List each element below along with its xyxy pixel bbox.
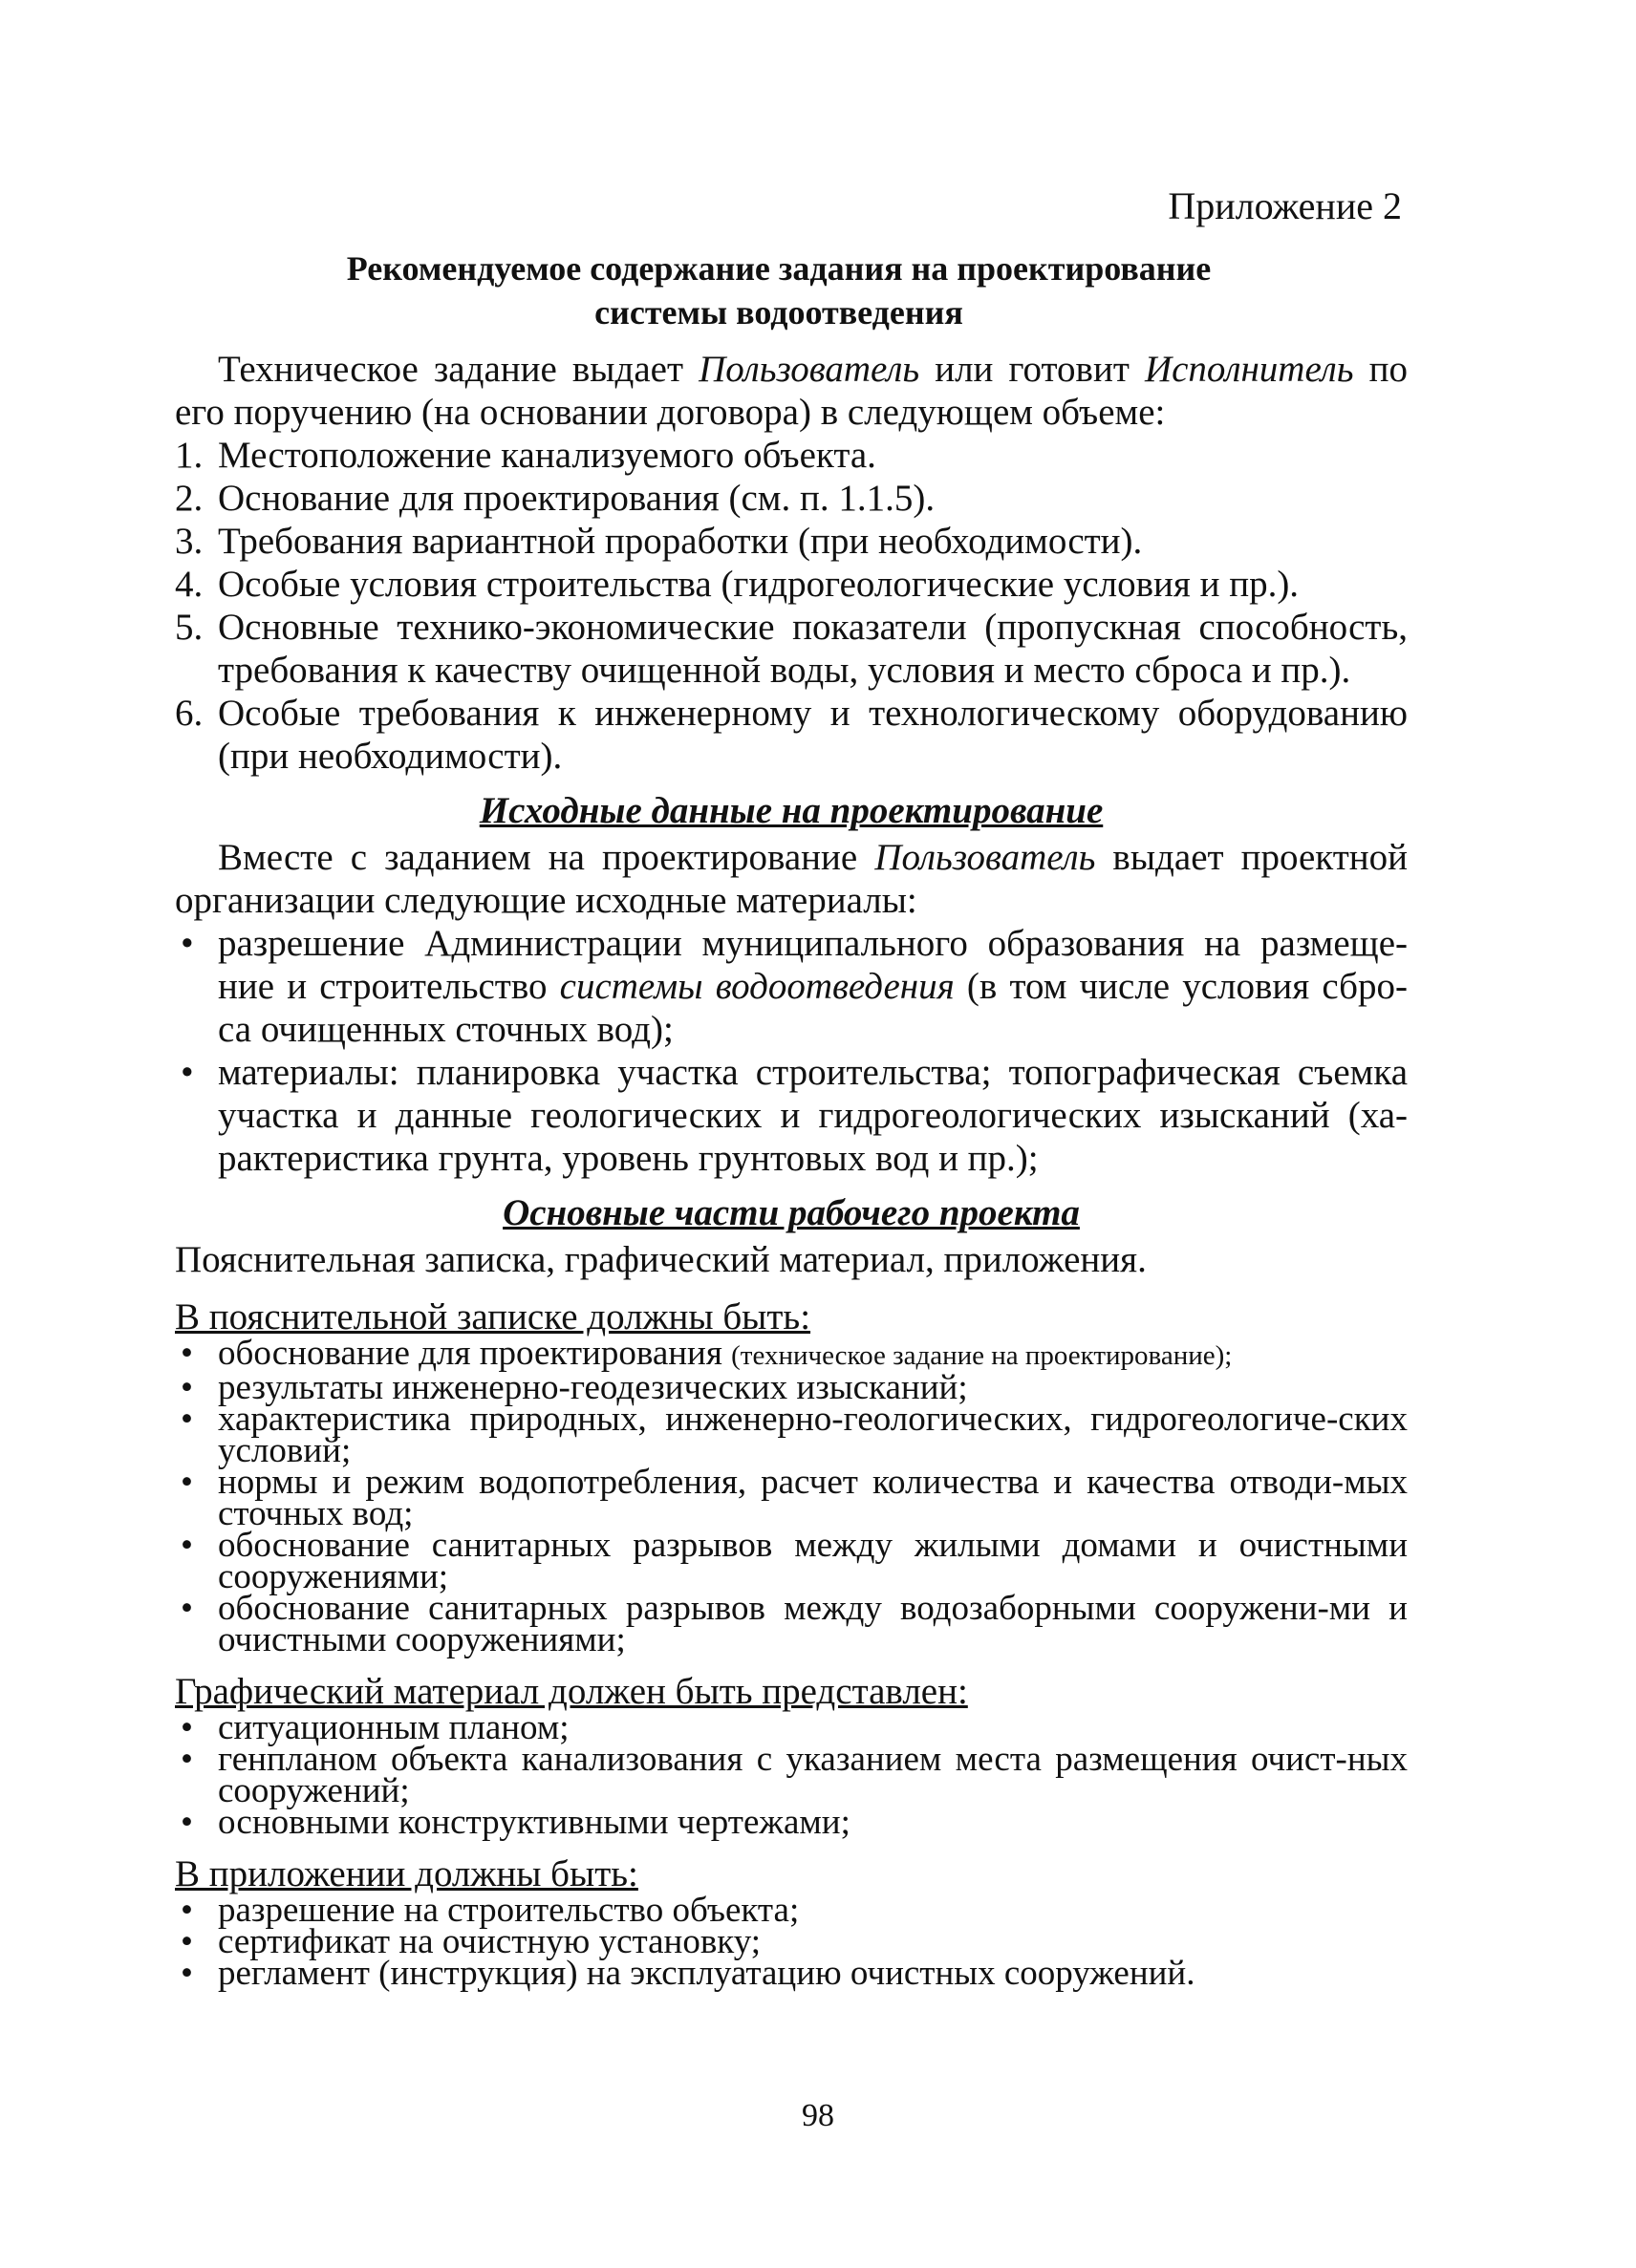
item-text: регламент (инструкция) на эксплуатацию очистных сооружений. [218,1954,1195,1993]
item-number: 5. [175,607,204,648]
list-item [175,1051,1408,1180]
bullet-icon: • [181,1891,193,1930]
explanatory-heading: В пояснительной записке должны быть: [175,1296,811,1337]
list-item [175,922,1408,1051]
bullet-text-b: (в том числе условия сбро-са очищенных сточных вод); [218,966,1408,1050]
main-parts-heading: Основные части рабочего проекта [503,1192,1080,1233]
item-text: Основание для проектирования (см. п. 1.1.5). [218,478,936,519]
bullet-icon: • [181,1922,193,1961]
item-text: Местоположение канализуемого объекта. [218,435,876,476]
requirements-list [175,434,1408,778]
item-number: 6. [175,693,204,734]
item-text: Требования вариантной проработки (при необходимости). [218,521,1143,562]
bullet-icon: • [181,1526,193,1565]
explanatory-list [175,1334,1408,1659]
item-text: Особые требования к инженерному и технологическому оборудованию (при необходимости). [218,693,1408,777]
item-text-small: (техническое задание на проектирование); [731,1340,1233,1371]
list-item [175,1463,1408,1533]
item-number: 1. [175,435,204,476]
item-text: ситуационным планом; [218,1708,570,1747]
title-line-2: системы водоотведения [594,293,963,332]
bullet-icon: • [181,1334,193,1373]
appendix-label: Приложение 2 [1168,184,1402,227]
bullet-icon: • [181,1803,193,1842]
item-text: обоснование для проектирования [218,1334,732,1373]
document-title [229,246,1328,334]
appendix-heading: В приложении должны быть: [175,1853,638,1894]
list-item [175,563,1408,606]
item-number: 4. [175,564,204,605]
page-number: 98 [802,2098,834,2133]
item-text: разрешение на строительство объекта; [218,1891,800,1930]
item-text: характеристика природных, инженерно-геологических, гидрогеологиче-ских условий; [218,1400,1408,1470]
list-item [175,1803,1408,1842]
intro-text-1: Техническое задание выдает [218,349,700,390]
list-item [175,1589,1408,1659]
source-text-2: выдает проектной организации следующие исходные материалы: [175,837,1408,921]
list-item [175,1526,1408,1596]
item-text: нормы и режим водопотребления, расчет количества и качества отводи-мых сточных вод; [218,1463,1408,1533]
bullet-icon: • [181,1400,193,1439]
source-user: Пользователь [874,837,1096,878]
intro-paragraph [175,348,1408,434]
item-number: 3. [175,521,204,562]
item-text: обоснование санитарных разрывов между жилыми домами и очистными сооружениями; [218,1526,1408,1596]
main-parts-intro: Пояснительная записка, графический материал, приложения. [175,1239,1147,1280]
list-item [175,1740,1408,1810]
intro-executor: Исполнитель [1144,349,1354,390]
list-item [175,1334,1408,1373]
bullet-text-italic: системы водоотведения [559,966,955,1007]
item-text: Особые условия строительства (гидрогеологические условия и пр.). [218,564,1300,605]
source-data-heading: Исходные данные на проектирование [479,790,1104,831]
bullet-icon: • [181,1463,193,1502]
intro-text-2: или готовит [919,349,1145,390]
bullet-icon: • [181,1708,193,1747]
list-item [175,434,1408,477]
item-text: генпланом объекта канализования с указанием места размещения очист-ных сооружений; [218,1740,1408,1810]
intro-text-3: по его поручению (на основании договора) в следующем объеме: [175,349,1408,433]
bullet-icon: • [181,1368,193,1407]
list-item [175,606,1408,692]
appendix-list [175,1891,1408,1993]
bullet-icon: • [181,1740,193,1779]
source-text-1: Вместе с заданием на проектирование [218,837,875,878]
list-item [175,1400,1408,1470]
item-number: 2. [175,478,204,519]
bullet-text: материалы: планировка участка строительства; топографическая съемка участка и данные геологических и гидрогеологических изысканий (ха-рактеристика грунта, уровень грунтовых вод и пр.); [218,1052,1408,1179]
bullet-icon: • [181,1052,194,1093]
document-body [175,348,1408,1993]
bullet-icon: • [181,923,194,964]
item-text: сертификат на очистную установку; [218,1922,762,1961]
source-data-list [175,922,1408,1180]
list-item [175,1954,1408,1993]
graphic-list [175,1708,1408,1842]
item-text: результаты инженерно-геодезических изысканий; [218,1368,968,1407]
item-text: обоснование санитарных разрывов между водозаборными сооружени-ми и очистными сооружениями; [218,1589,1408,1659]
bullet-text-a: разрешение Администрации муниципального образования на размеще-ние и строительство [218,923,1408,1007]
list-item [175,477,1408,520]
list-item [175,692,1408,778]
list-item [175,520,1408,563]
source-data-paragraph [175,836,1408,922]
intro-user: Пользователь [699,349,920,390]
title-line-1: Рекомендуемое содержание задания на проектирование [346,249,1212,288]
item-text: Основные технико-экономические показатели (пропускная способность, требования к качеству очищенной воды, условия и место сброса и пр.). [218,607,1408,691]
bullet-icon: • [181,1954,193,1993]
graphic-heading: Графический материал должен быть представлен: [175,1671,968,1712]
item-text: основными конструктивными чертежами; [218,1803,850,1842]
bullet-icon: • [181,1589,193,1628]
